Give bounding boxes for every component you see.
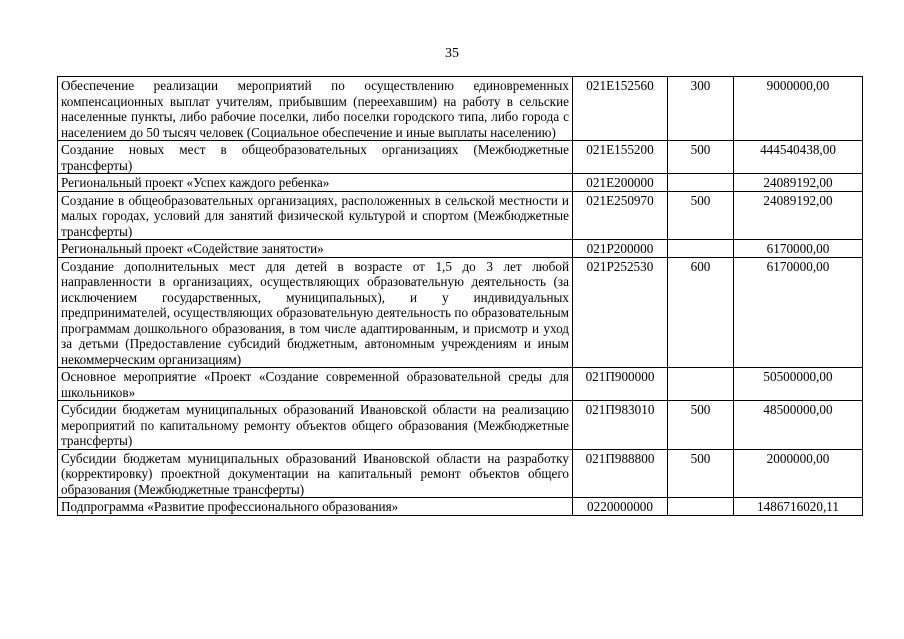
table-row bbox=[58, 257, 863, 368]
row-amount: 444540438,00 bbox=[734, 141, 863, 174]
row-expense-type: 500 bbox=[668, 449, 734, 498]
row-description: Создание в общеобразовательных организациях, расположенных в сельской местности и малых городах, условий для занятий физической культурой и спортом (Межбюджетные трансферты) bbox=[58, 191, 573, 240]
row-expense-type: 500 bbox=[668, 401, 734, 450]
row-target-code: 021E250970 bbox=[573, 191, 668, 240]
row-amount: 24089192,00 bbox=[734, 191, 863, 240]
row-expense-type: 600 bbox=[668, 257, 734, 368]
row-description: Субсидии бюджетам муниципальных образований Ивановской области на разработку (корректировку) проектной документации на капитальный ремонт объектов общего образования (Межбюджетные трансферты) bbox=[58, 449, 573, 498]
row-target-code: 021E200000 bbox=[573, 174, 668, 192]
row-expense-type bbox=[668, 174, 734, 192]
row-target-code: 021P252530 bbox=[573, 257, 668, 368]
row-amount: 9000000,00 bbox=[734, 77, 863, 141]
row-expense-type: 300 bbox=[668, 77, 734, 141]
table-row bbox=[58, 368, 863, 401]
budget-table bbox=[57, 76, 863, 516]
row-target-code: 0220000000 bbox=[573, 498, 668, 516]
row-target-code: 021П988800 bbox=[573, 449, 668, 498]
row-description: Подпрограмма «Развитие профессионального образования» bbox=[58, 498, 573, 516]
row-expense-type bbox=[668, 368, 734, 401]
table-row bbox=[58, 401, 863, 450]
row-expense-type: 500 bbox=[668, 141, 734, 174]
row-target-code: 021П983010 bbox=[573, 401, 668, 450]
row-expense-type bbox=[668, 240, 734, 258]
row-description: Создание новых мест в общеобразовательных организациях (Межбюджетные трансферты) bbox=[58, 141, 573, 174]
page-number: 35 bbox=[445, 46, 459, 61]
row-target-code: 021П900000 bbox=[573, 368, 668, 401]
table-row bbox=[58, 191, 863, 240]
row-target-code: 021E155200 bbox=[573, 141, 668, 174]
row-description: Основное мероприятие «Проект «Создание современной образовательной среды для школьников» bbox=[58, 368, 573, 401]
row-amount: 24089192,00 bbox=[734, 174, 863, 192]
row-amount: 2000000,00 bbox=[734, 449, 863, 498]
row-description: Обеспечение реализации мероприятий по осуществлению единовременных компенсационных выплат учителям, прибывшим (переехавшим) на работу в сельские населенные пункты, либо рабочие поселки, либо поселки городского типа, либо города с населением до 50 тысяч человек (Социальное обеспечение и иные выплаты населению) bbox=[58, 77, 573, 141]
row-description: Создание дополнительных мест для детей в возрасте от 1,5 до 3 лет любой направленности в организациях, осуществляющих образовательную деятельность (за исключением государственных, муниципальных), и у индивидуальных предпринимателей, осуществляющих образовательную деятельность по образовательным программам дошкольного образования, в том числе адаптированным, и присмотр и уход за детьми (Предоставление субсидий бюджетным, автономным учреждениям и иным некоммерческим организациям) bbox=[58, 257, 573, 368]
table-row bbox=[58, 77, 863, 141]
table-row bbox=[58, 141, 863, 174]
table-row bbox=[58, 449, 863, 498]
table-row bbox=[58, 174, 863, 192]
row-description: Субсидии бюджетам муниципальных образований Ивановской области на реализацию мероприятий по капитальному ремонту объектов общего образования (Межбюджетные трансферты) bbox=[58, 401, 573, 450]
row-description: Региональный проект «Содействие занятости» bbox=[58, 240, 573, 258]
row-expense-type: 500 bbox=[668, 191, 734, 240]
row-expense-type bbox=[668, 498, 734, 516]
row-amount: 6170000,00 bbox=[734, 257, 863, 368]
row-target-code: 021E152560 bbox=[573, 77, 668, 141]
row-amount: 48500000,00 bbox=[734, 401, 863, 450]
row-amount: 1486716020,11 bbox=[734, 498, 863, 516]
table-row bbox=[58, 240, 863, 258]
row-amount: 50500000,00 bbox=[734, 368, 863, 401]
row-amount: 6170000,00 bbox=[734, 240, 863, 258]
table-row bbox=[58, 498, 863, 516]
row-description: Региональный проект «Успех каждого ребенка» bbox=[58, 174, 573, 192]
row-target-code: 021P200000 bbox=[573, 240, 668, 258]
